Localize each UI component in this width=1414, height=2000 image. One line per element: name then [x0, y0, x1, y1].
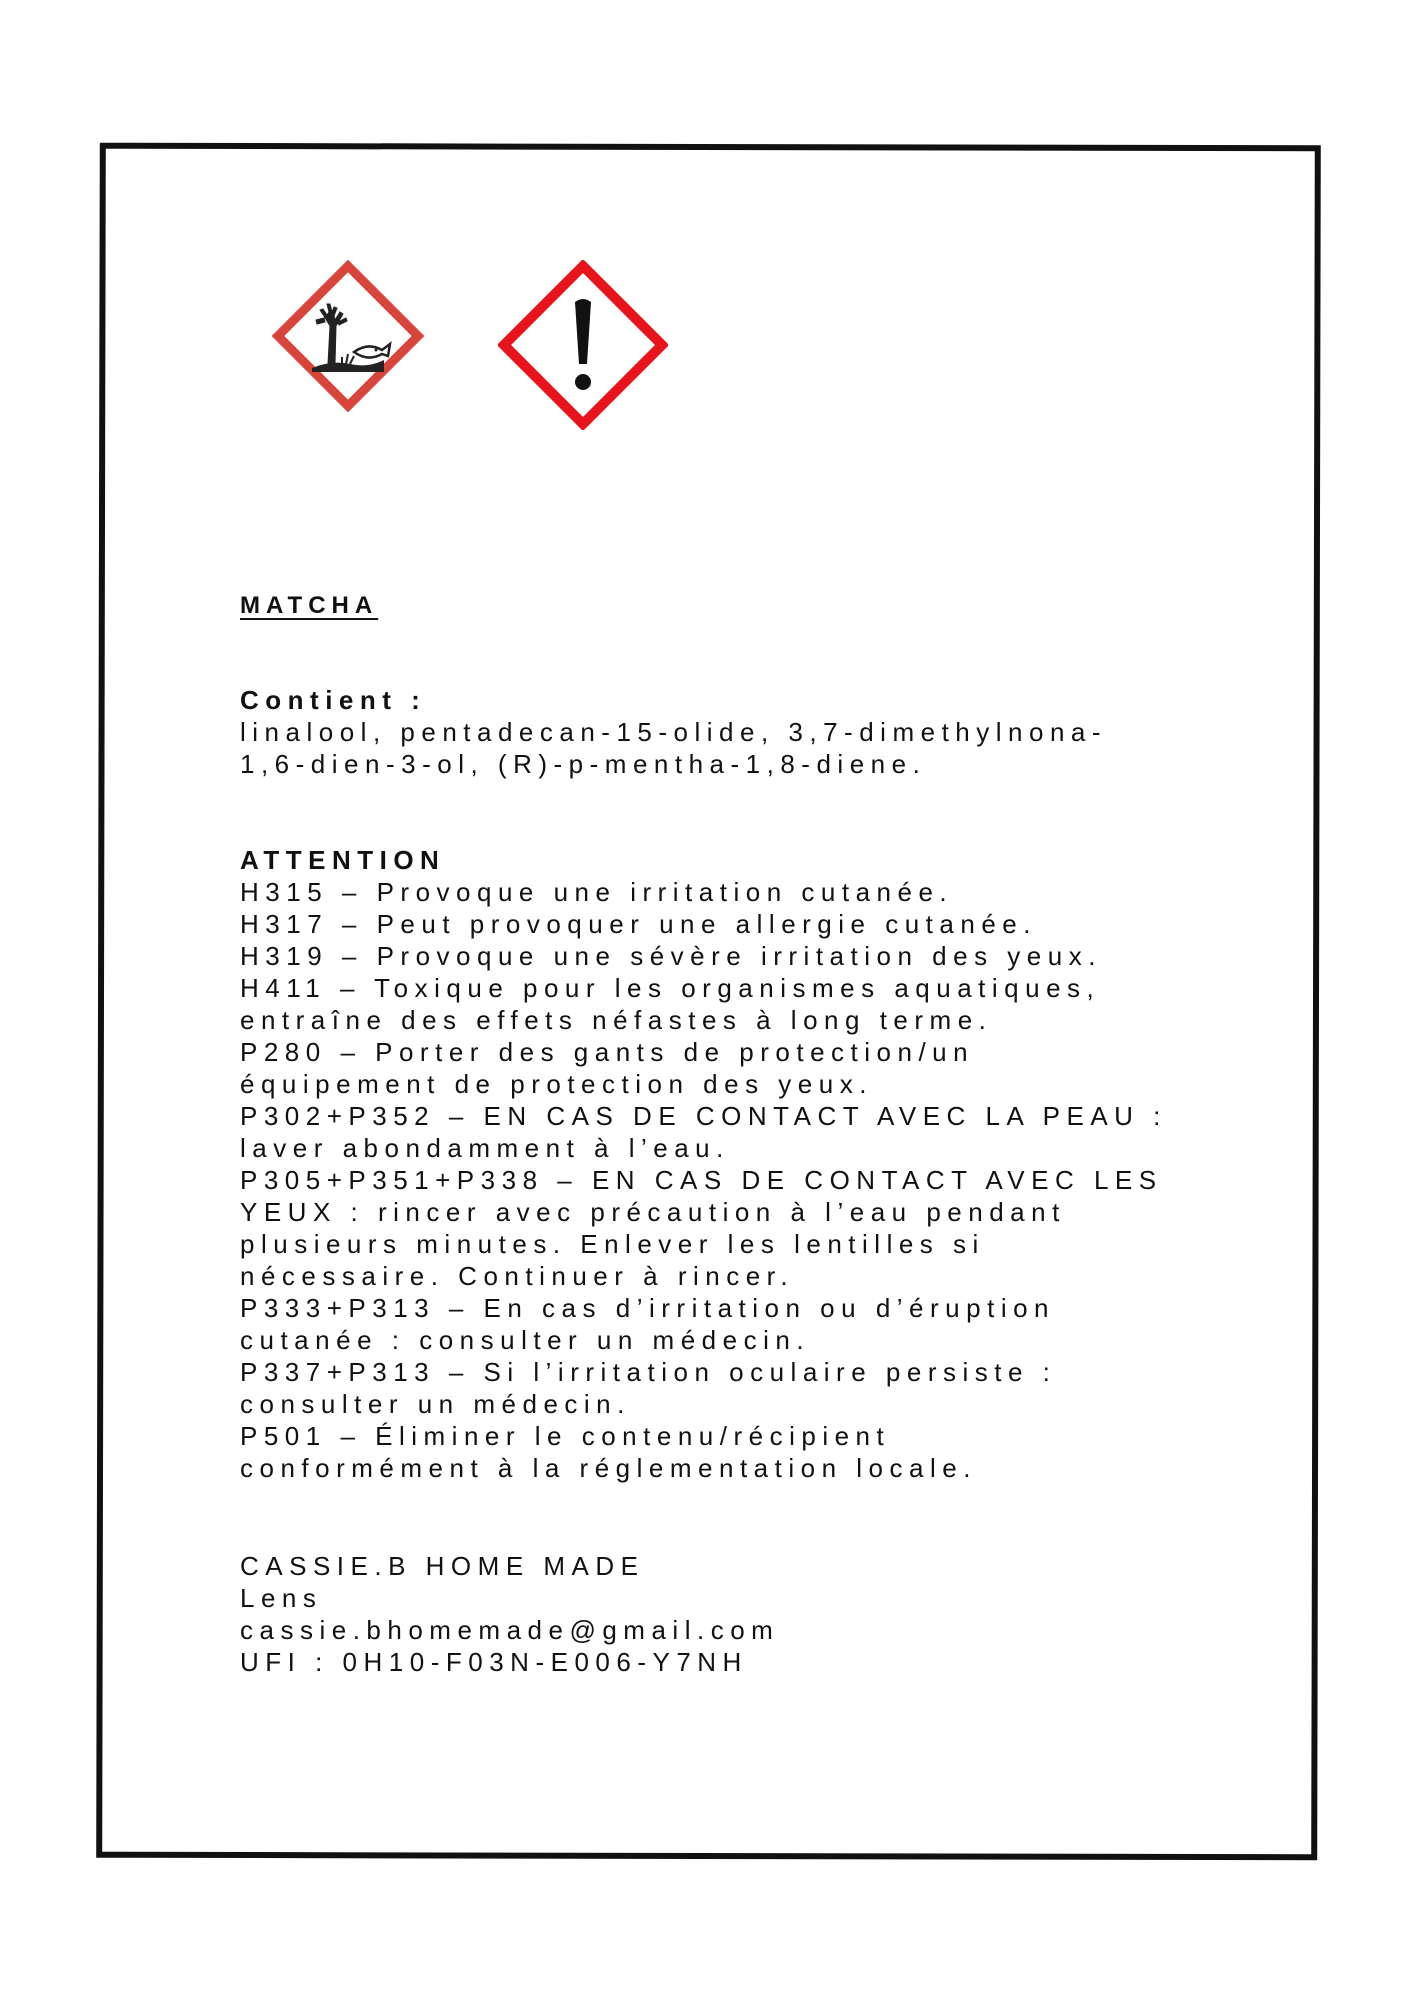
supplier-name: CASSIE.B HOME MADE [240, 1551, 645, 1581]
warning-line: P305+P351+P338 – EN CAS DE CONTACT AVEC LES [240, 1165, 1163, 1195]
supplier-city: Lens [240, 1583, 323, 1613]
hazard-pictograms [272, 258, 692, 438]
warning-line: H317 – Peut provoquer une allergie cutanée. [240, 909, 1037, 939]
warning-line: H411 – Toxique pour les organismes aquatiques, [240, 973, 1101, 1003]
warning-line: YEUX : rincer avec précaution à l’eau pendant [240, 1197, 1066, 1227]
warning-line: laver abondamment à l’eau. [240, 1133, 730, 1163]
warning-line: H319 – Provoque une sévère irritation des yeux. [240, 941, 1102, 971]
warning-line: cutanée : consulter un médecin. [240, 1325, 811, 1355]
warning-line: P333+P313 – En cas d’irritation ou d’éruption [240, 1293, 1056, 1323]
label-text [240, 590, 1240, 1678]
composition-line: 1,6-dien-3-ol, (R)-p-mentha-1,8-diene. [240, 749, 927, 779]
warning-line: consulter un médecin. [240, 1389, 631, 1419]
warning-label: ATTENTION [240, 845, 446, 875]
supplier-email: cassie.bhomemade@gmail.com [240, 1615, 780, 1645]
ufi-code: UFI : 0H10-F03N-E006-Y7NH [240, 1647, 748, 1677]
warning-line: H315 – Provoque une irritation cutanée. [240, 877, 954, 907]
warning-line: P337+P313 – Si l’irritation oculaire persiste : [240, 1357, 1057, 1387]
environment-hazard-icon [272, 260, 424, 412]
warning-line: P501 – Éliminer le contenu/récipient [240, 1421, 891, 1451]
warning-line: P280 – Porter des gants de protection/un [240, 1037, 975, 1067]
product-name: MATCHA [240, 592, 379, 619]
exclamation-mark-icon [498, 260, 668, 430]
warning-line: entraîne des effets néfastes à long terme. [240, 1005, 993, 1035]
warning-line: nécessaire. Continuer à rincer. [240, 1261, 795, 1291]
warning-line: plusieurs minutes. Enlever les lentilles si [240, 1229, 985, 1259]
composition-label: Contient : [240, 685, 427, 715]
warning-line: P302+P352 – EN CAS DE CONTACT AVEC LA PEAU : [240, 1101, 1167, 1131]
warning-line: équipement de protection des yeux. [240, 1069, 873, 1099]
warning-line: conformément à la réglementation locale. [240, 1453, 977, 1483]
composition-line: linalool, pentadecan-15-olide, 3,7-dimethylnona- [240, 717, 1108, 747]
